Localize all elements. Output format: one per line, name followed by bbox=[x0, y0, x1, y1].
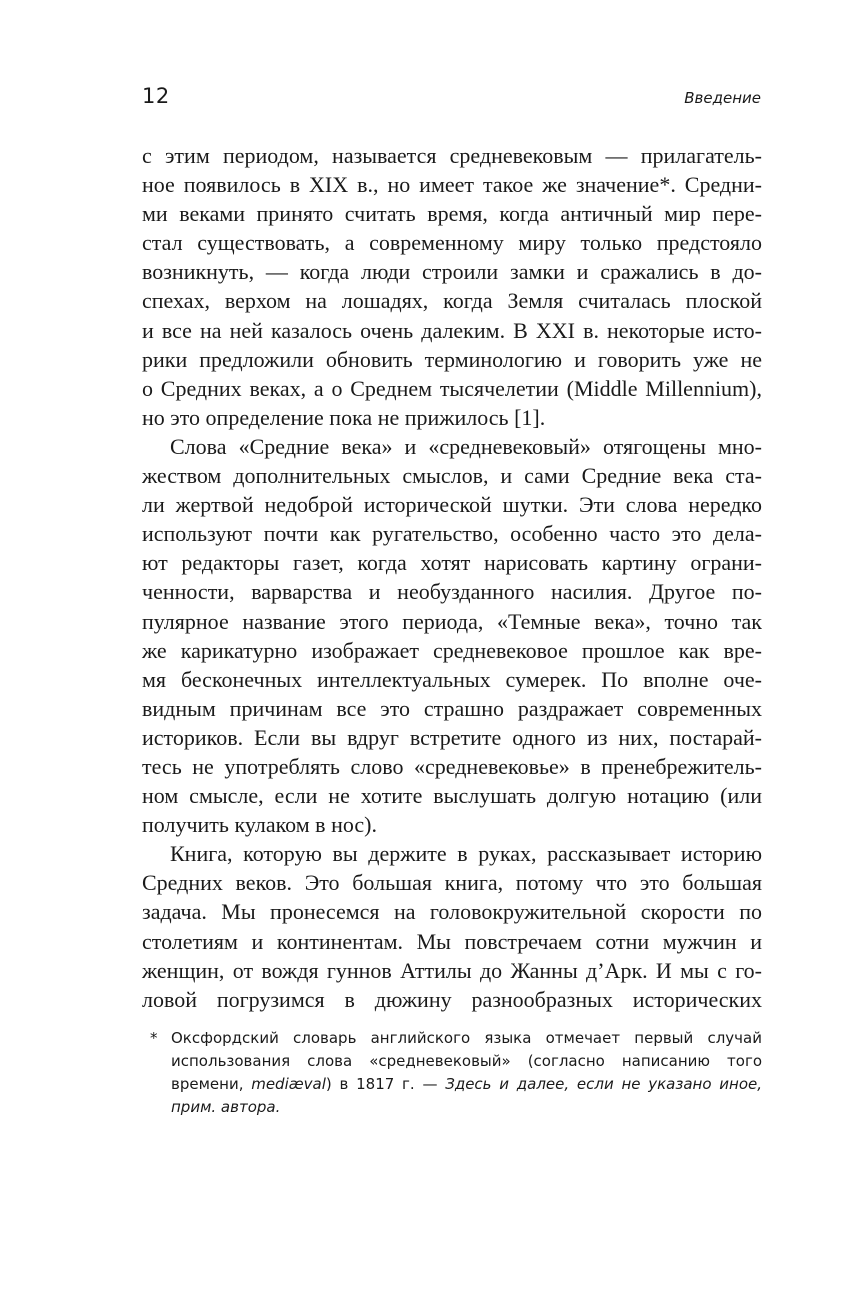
text-line: историков. Если вы вдруг встретите одного из них, постарай- bbox=[142, 724, 762, 750]
footnote-line bbox=[150, 1027, 762, 1050]
text-line: жеством дополнительных смыслов, и сами Средние века ста- bbox=[142, 463, 762, 489]
text-line: ют редакторы газет, когда хотят нарисовать картину ограни- bbox=[142, 550, 762, 576]
text-line: возникнуть, — когда люди строили замки и сражались в до- bbox=[142, 259, 762, 285]
page-number: 12 bbox=[142, 84, 170, 108]
paragraph-first-line: Книга, которую вы держите в руках, рассказывает историю bbox=[170, 841, 762, 867]
footnote-line: использования слова «средневековый» (согласно написанию того bbox=[171, 1052, 762, 1070]
footnote-attribution: прим. автора. bbox=[171, 1098, 281, 1116]
body-text bbox=[142, 141, 762, 1014]
text-line: стал существовать, а современному миру только предстояло bbox=[142, 230, 762, 256]
text-line: же карикатурно изображает средневековое прошлое как вре- bbox=[142, 637, 762, 663]
text-line: и все на ней казалось очень далеким. В XXI в. некоторые исто- bbox=[142, 317, 762, 343]
text-line: мя бесконечных интеллектуальных сумерек. По вполне оче- bbox=[142, 666, 762, 692]
section-title: Введение bbox=[684, 89, 761, 107]
text-line: тесь не употреблять слово «средневековье» в пренебрежитель- bbox=[142, 753, 762, 779]
text-line: получить кулаком в нос). bbox=[142, 812, 377, 838]
text-line: ли жертвой недоброй исторической шутки. Эти слова нередко bbox=[142, 492, 762, 518]
footnote-text: времени, bbox=[171, 1075, 252, 1093]
text-line: спехах, верхом на лошадях, когда Земля считалась плоской bbox=[142, 288, 762, 314]
text-line: видным причинам все это страшно раздражает современных bbox=[142, 695, 762, 721]
text-line: женщин, от вождя гуннов Аттилы до Жанны д’Арк. И мы с го- bbox=[142, 957, 762, 983]
footnote bbox=[150, 1027, 762, 1119]
text-line: ми веками принято считать время, когда античный мир пере- bbox=[142, 201, 762, 227]
text-line: с этим периодом, называется средневековым — прилагатель- bbox=[142, 143, 762, 168]
footnote-line bbox=[150, 1073, 762, 1096]
text-line: столетиям и континентам. Мы повстречаем сотни мужчин и bbox=[142, 928, 762, 954]
text-line: ном смысле, если не хотите выслушать долгую нотацию (или bbox=[142, 783, 762, 809]
footnote-term: mediæval bbox=[251, 1075, 326, 1093]
text-line: пулярное название этого периода, «Темные века», точно так bbox=[142, 608, 762, 634]
running-head bbox=[142, 84, 761, 116]
text-line: Средних веков. Это большая книга, потому что это большая bbox=[142, 870, 762, 896]
text-line: ченности, варварства и необузданного насилия. Другое по- bbox=[142, 579, 762, 605]
paragraph-first-line: Слова «Средние века» и «средневековый» отягощены мно- bbox=[170, 433, 762, 459]
text-line: но это определение пока не прижилось [1]. bbox=[142, 404, 546, 430]
footnote-marker: * bbox=[150, 1029, 158, 1047]
footnote-note: Здесь и далее, если не указано иное, bbox=[445, 1075, 762, 1093]
text-line: ное появилось в XIX в., но имеет такое же значение*. Средни- bbox=[142, 172, 762, 198]
footnote-text: Оксфордский словарь английского языка отмечает первый случай bbox=[171, 1029, 762, 1047]
footnote-text: ) в 1817 г. — bbox=[325, 1075, 446, 1093]
text-line: используют почти как ругательство, особенно часто это дела- bbox=[142, 521, 762, 547]
text-line: о Средних веках, а о Среднем тысячелетии (Middle Millennium), bbox=[142, 375, 762, 401]
text-line: задача. Мы пронесемся на головокружительной скорости по bbox=[142, 899, 762, 925]
text-line: ловой погрузимся в дюжину разнообразных исторических bbox=[142, 986, 762, 1012]
text-line: рики предложили обновить терминологию и говорить уже не bbox=[142, 346, 762, 372]
